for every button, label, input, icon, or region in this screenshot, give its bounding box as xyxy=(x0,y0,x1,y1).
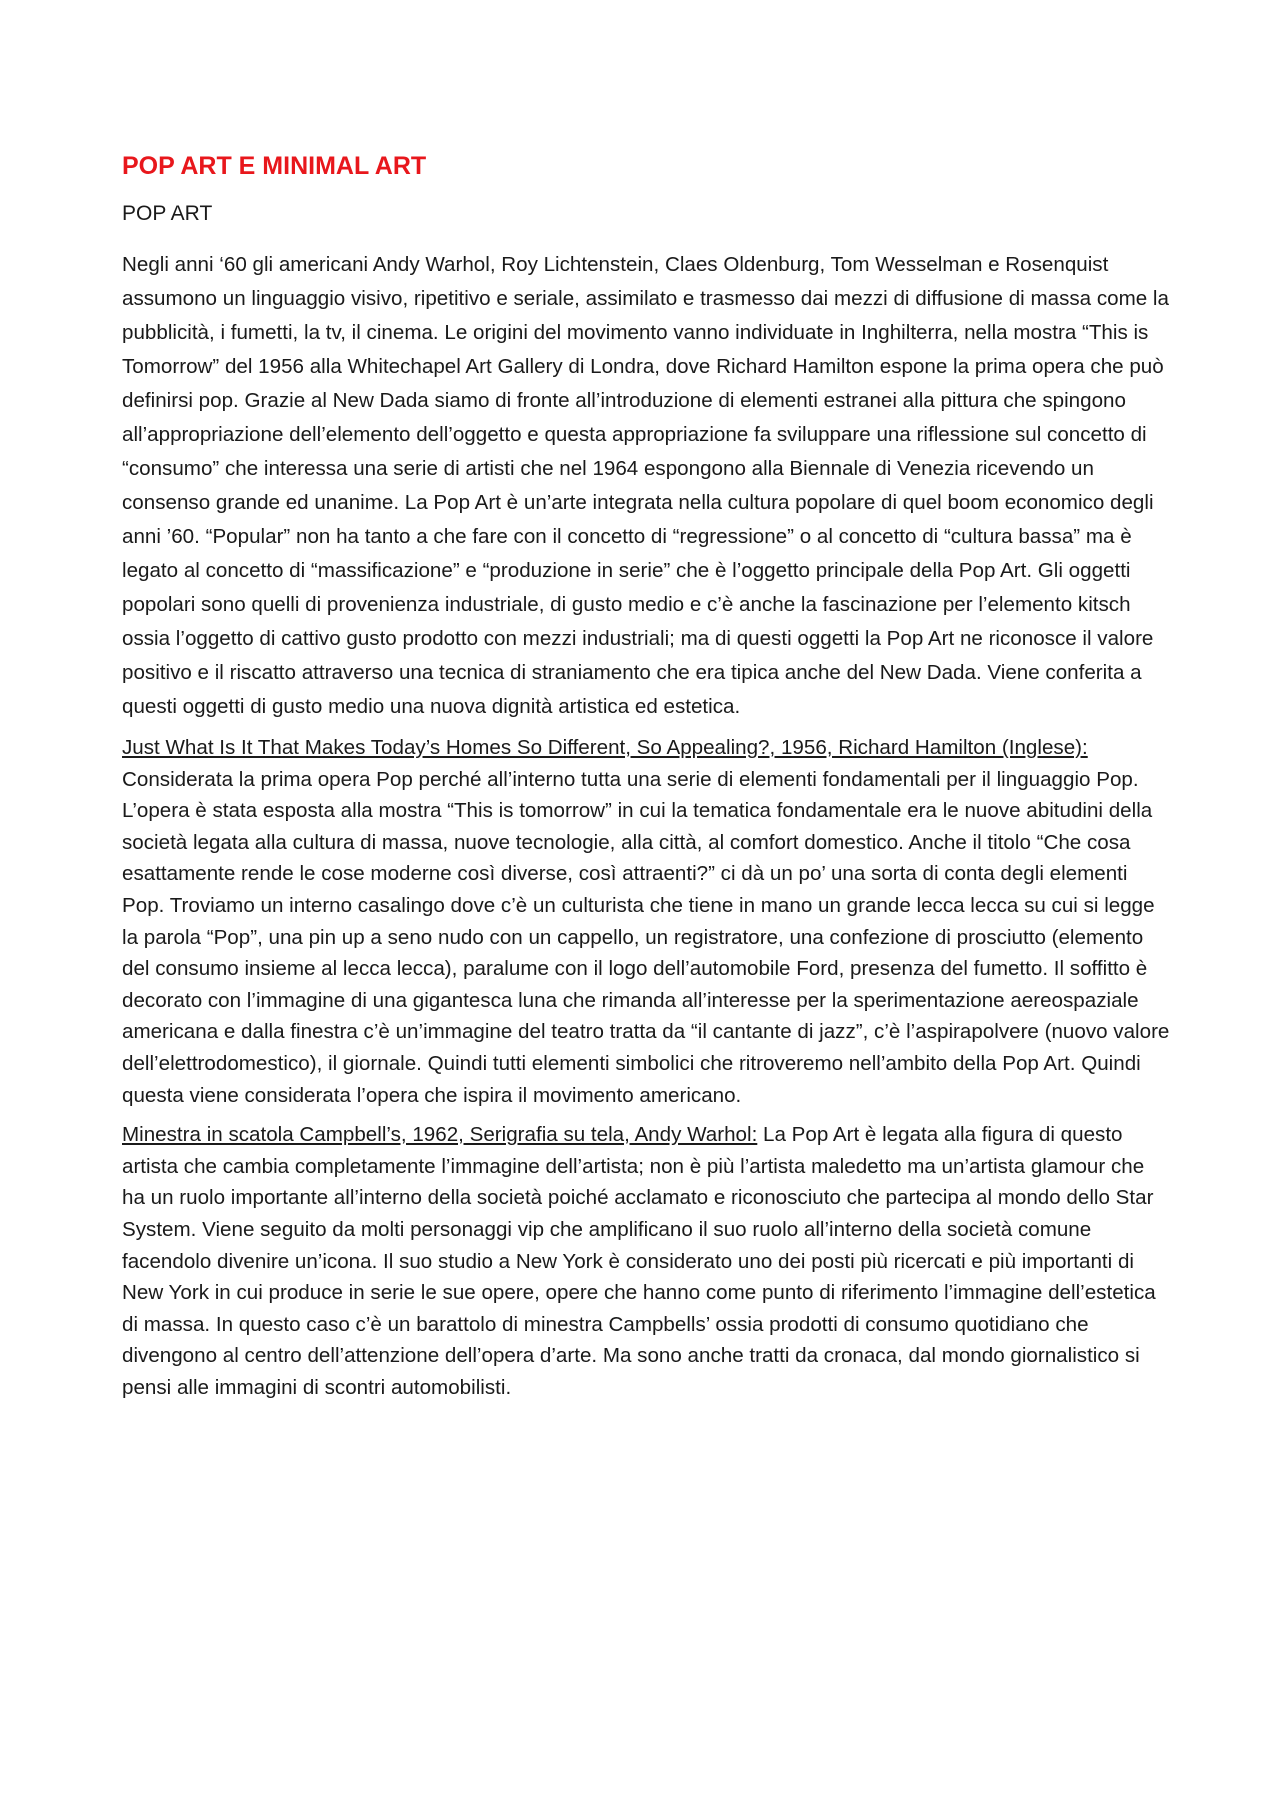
paragraph-warhol xyxy=(122,1119,1172,1403)
artwork-heading-hamilton: Just What Is It That Makes Today’s Homes So Different, So Appealing?, 1956, Richard Hamilton (Inglese): xyxy=(122,736,1088,759)
paragraph-text: Considerata la prima opera Pop perché all’interno tutta una serie di elementi fondamentali per il linguaggio Pop. L’opera è stata esposta alla mostra “This is tomorrow” in cui la tematica fondamentale era le nuove abitudini della società legata alla cultura di massa, nuove tecnologie, alla città, al comfort domestico. Anche il titolo “Che cosa esattamente rende le cose moderne così diverse, così attraenti?” ci dà un po’ una sorta di conta degli elementi Pop. Troviamo un interno casalingo dove c’è un culturista che tiene in mano un grande lecca lecca su cui si legge la parola “Pop”, una pin up a seno nudo con un cappello, un registratore, una confezione di prosciutto (elemento del consumo insieme al lecca lecca), paralume con il logo dell’automobile Ford, presenza del fumetto. Il soffitto è decorato con l’immagine di una gigantesca luna che rimanda all’interesse per la sperimentazione aereospaziale americana e dalla finestra c’è un’immagine del teatro tratta da “il cantante di jazz”, c’è l’aspirapolvere (nuovo valore dell’elettrodomestico), il giornale. Quindi tutti elementi simbolici che ritroveremo nell’ambito della Pop Art. Quindi questa viene considerata l’opera che ispira il movimento americano. xyxy=(122,767,1170,1107)
paragraph-hamilton xyxy=(122,732,1172,1111)
artwork-heading-warhol: Minestra in scatola Campbell’s, 1962, Serigrafia su tela, Andy Warhol: xyxy=(122,1123,758,1147)
paragraph-intro xyxy=(122,248,1172,724)
paragraph-text: Negli anni ‘60 gli americani Andy Warhol, Roy Lichtenstein, Claes Oldenburg, Tom Wesselman e Rosenquist assumono un linguaggio visivo, ripetitivo e seriale, assimilato e trasmesso dai mezzi di diffusione di massa come la pubblicità, i fumetti, la tv, il cinema. Le origini del movimento vanno individuate in Inghilterra, nella mostra “This is Tomorrow” del 1956 alla Whitechapel Art Gallery di Londra, dove Richard Hamilton espone la prima opera che può definirsi pop. Grazie al New Dada siamo di fronte all’introduzione di elementi estranei alla pittura che spingono all’appropriazione dell’elemento dell’oggetto e questa appropriazione fa sviluppare una riflessione sul concetto di “consumo” che interessa una serie di artisti che nel 1964 espongono alla Biennale di Venezia ricevendo un consenso grande ed unanime. La Pop Art è un’arte integrata nella cultura popolare di quel boom economico degli anni ’60. “Popular” non ha tanto a che fare con il concetto di “regressione” o al concetto di “cultura bassa” ma è legato al concetto di “massificazione” e “produzione in serie” che è l’oggetto principale della Pop Art. Gli oggetti popolari sono quelli di provenienza industriale, di gusto medio e c’è anche la fascinazione per l’elemento kitsch ossia l’oggetto di cattivo gusto prodotto con mezzi industriali; ma di questi oggetti la Pop Art ne riconosce il valore positivo e il riscatto attraverso una tecnica di straniamento che era tipica anche del New Dada. Viene conferita a questi oggetti di gusto medio una nuova dignità artistica ed estetica. xyxy=(122,253,1169,718)
document-page xyxy=(122,150,1172,1411)
document-title: POP ART E MINIMAL ART xyxy=(122,152,427,180)
section-title: POP ART xyxy=(122,202,213,225)
paragraph-text: La Pop Art è legata alla figura di questo artista che cambia completamente l’immagine dell’artista; non è più l’artista maledetto ma un’artista glamour che ha un ruolo importante all’interno della società poiché acclamato e riconosciuto che partecipa al mondo dello Star System. Viene seguito da molti personaggi vip che amplificano il suo ruolo all’interno della società comune facendolo divenire un’icona. Il suo studio a New York è considerato uno dei posti più ricercati e più importanti di New York in cui produce in serie le sue opere, opere che hanno come punto di riferimento l’immagine dell’estetica di massa. In questo caso c’è un barattolo di minestra Campbells’ ossia prodotti di consumo quotidiano che divengono al centro dell’attenzione dell’opera d’arte. Ma sono anche tratti da cronaca, dal mondo giornalistico si pensi alle immagini di scontri automobilisti. xyxy=(122,1123,1156,1399)
